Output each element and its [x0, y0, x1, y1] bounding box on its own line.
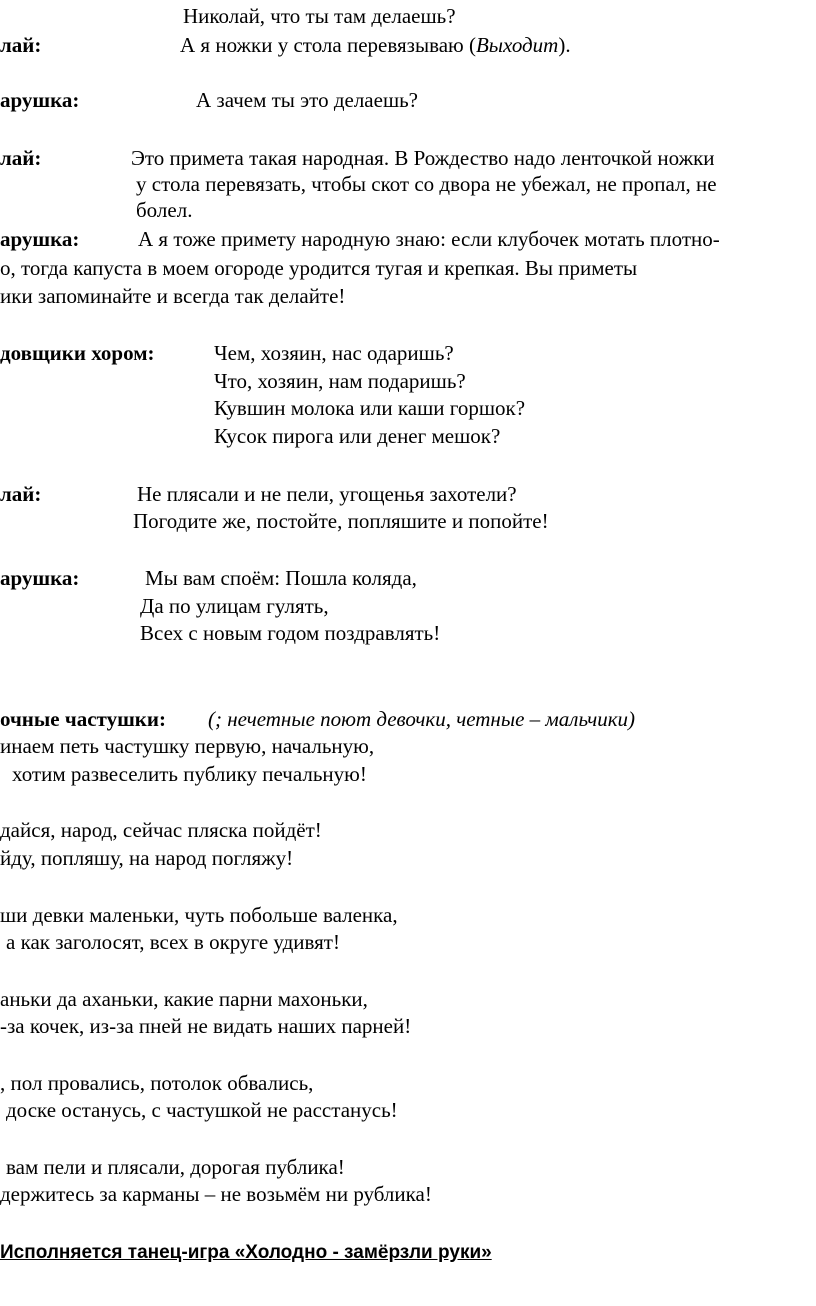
dialogue-text: о, тогда капуста в моем огороде уродится тугая и крепкая. Вы приметы — [0, 256, 638, 280]
verse-line: Да по улицам гулять, — [140, 594, 329, 618]
verse-line: дайся, народ, сейчас пляска пойдёт! — [0, 818, 322, 842]
dialogue-text: ики запоминайте и всегда так делайте! — [0, 284, 346, 308]
final-announcement: Исполняется танец-игра «Холодно - замёрзли руки» — [0, 1242, 492, 1263]
dialogue-text: А зачем ты это делаешь? — [196, 88, 419, 112]
verse-line: Кувшин молока или каши горшок? — [214, 396, 526, 420]
verse-line: Всех с новым годом поздравлять! — [140, 621, 441, 645]
verse-line: Что, хозяин, нам подаришь? — [214, 369, 466, 393]
dialogue-text: Это примета такая народная. В Рождество надо ленточкой ножки — [131, 146, 715, 170]
verse-line: Погодите же, постойте, попляшите и попойте! — [133, 509, 549, 533]
speaker-label: лай: — [0, 33, 42, 57]
verse-line: йду, попляшу, на народ погляжу! — [0, 846, 294, 870]
dialogue-text: у стола перевязать, чтобы скот со двора не убежал, не пропал, не — [136, 172, 717, 196]
dialogue-text: Николай, что ты там делаешь? — [183, 4, 456, 28]
speaker-label: лай: — [0, 482, 42, 506]
verse-line: вам пели и плясали, дорогая публика! — [6, 1155, 345, 1179]
verse-line: Чем, хозяин, нас одаришь? — [214, 341, 454, 365]
verse-line: Мы вам споём: Пошла коляда, — [145, 566, 417, 590]
speaker-label: арушка: — [0, 566, 80, 590]
section-note: (; нечетные поют девочки, четные – мальчики) — [208, 707, 636, 731]
verse-line: держитесь за карманы – не возьмём ни рублика! — [0, 1182, 432, 1206]
speaker-label: арушка: — [0, 88, 80, 112]
verse-line: инаем петь частушку первую, начальную, — [0, 734, 375, 758]
dialogue-text: А я ножки у стола перевязываю (Выходит). — [180, 33, 571, 57]
speaker-label: арушка: — [0, 227, 80, 251]
speaker-label: довщики хором: — [0, 341, 155, 365]
verse-line: Кусок пирога или денег мешок? — [214, 424, 501, 448]
verse-line: а как заголосят, всех в округе удивят! — [6, 930, 340, 954]
verse-line: ши девки маленьки, чуть побольше валенка, — [0, 903, 398, 927]
section-heading: очные частушки: — [0, 707, 166, 731]
verse-line: аньки да аханьки, какие парни махоньки, — [0, 987, 368, 1011]
verse-line: хотим развеселить публику печальную! — [12, 762, 367, 786]
speaker-label: лай: — [0, 146, 42, 170]
verse-line: , пол провались, потолок обвались, — [0, 1071, 314, 1095]
verse-line: -за кочек, из-за пней не видать наших парней! — [0, 1014, 412, 1038]
dialogue-text: болел. — [136, 198, 193, 222]
verse-line: Не плясали и не пели, угощенья захотели? — [137, 482, 517, 506]
verse-line: доске останусь, с частушкой не расстанусь! — [6, 1098, 398, 1122]
dialogue-text: А я тоже примету народную знаю: если клубочек мотать плотно- — [138, 227, 720, 251]
stage-direction: Выходит — [475, 33, 559, 57]
